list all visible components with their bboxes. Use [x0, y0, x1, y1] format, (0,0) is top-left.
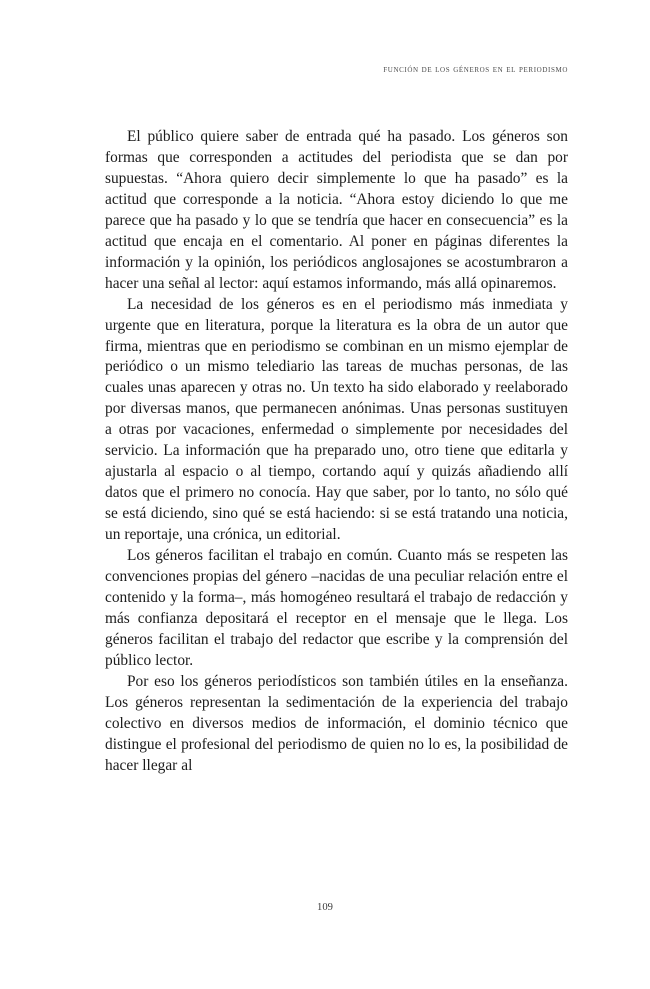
- paragraph: La necesidad de los géneros es en el periodismo más inmediata y urgente que en literatura, porque la literatura es la obra de un autor que firma, mientras que en periodismo se combinan en un mismo ejemplar de periódico o un mismo telediario las tareas de muchas personas, de las cuales unas aparecen y otras no. Un texto ha sido elaborado y reelaborado por diversas manos, que permanecen anónimas. Unas personas sustituyen a otras por vacaciones, enfermedad o simplemente por necesidades del servicio. La información que ha preparado uno, otro tiene que editarla y ajustarla al espacio o al tiempo, cortando aquí y quizás añadiendo allí datos que el primero no conocía. Hay que saber, por lo tanto, no sólo qué se está diciendo, sino qué se está haciendo: si se está tratando una noticia, un reportaje, una crónica, un editorial.: [105, 295, 568, 544]
- page-number: 109: [317, 902, 333, 913]
- body-text-block: [105, 127, 568, 777]
- paragraph: El público quiere saber de entrada qué ha pasado. Los géneros son formas que corresponden a actitudes del periodista que se dan por supuestas. “Ahora quiero decir simplemente lo que ha pasado” es la actitud que corresponde a la noticia. “Ahora estoy diciendo lo que me parece que ha pasado y lo que se tendría que hacer en consecuencia” es la actitud que encaja en el comentario. Al poner en páginas diferentes la información y la opinión, los periódicos anglosajones se acostumbraron a hacer una señal al lector: aquí estamos informando, más allá opinaremos.: [105, 128, 568, 292]
- paragraph: Los géneros facilitan el trabajo en común. Cuanto más se respeten las convenciones propias del género –nacidas de una peculiar relación entre el contenido y la forma–, más homogéneo resultará el trabajo de redacción y más confianza depositará el receptor en el mensaje que le llega. Los géneros facilitan el trabajo del redactor que escribe y la comprensión del público lector.: [105, 547, 568, 669]
- paragraph: Por eso los géneros periodísticos son también útiles en la enseñanza. Los géneros representan la sedimentación de la experiencia del trabajo colectivo en diversos medios de información, el dominio técnico que distingue el profesional del periodismo de quien no lo es, la posibilidad de hacer llegar al: [105, 672, 568, 774]
- running-head: función de los géneros en el periodismo: [383, 65, 568, 75]
